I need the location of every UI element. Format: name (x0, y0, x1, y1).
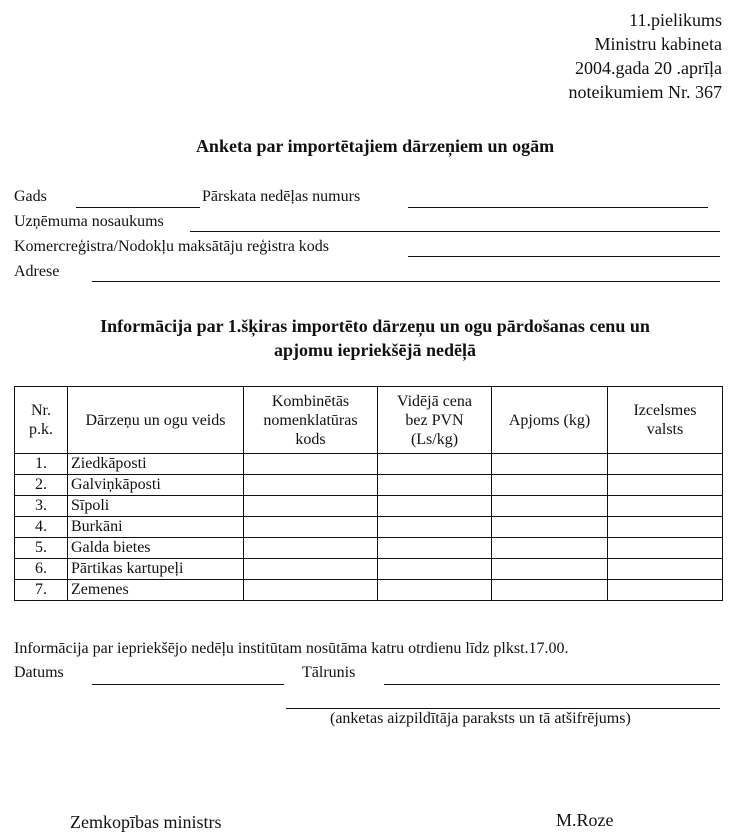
cell-origin[interactable] (608, 580, 723, 601)
date-label: Datums (14, 664, 64, 681)
row-number: 7. (15, 580, 68, 601)
signature-caption: (anketas aizpildītāja paraksts un tā atšifrējums) (330, 710, 631, 727)
week-label: Pārskata nedēļas numurs (202, 188, 361, 205)
cell-code[interactable] (244, 475, 378, 496)
cell-volume[interactable] (492, 559, 608, 580)
row-number: 2. (15, 475, 68, 496)
table-row (15, 580, 723, 601)
row-product: Pārtikas kartupeļi (68, 559, 244, 580)
row-number: 4. (15, 517, 68, 538)
cell-origin[interactable] (608, 559, 723, 580)
regulation-date: 2004.gada 20 .aprīļa (575, 58, 722, 78)
col-type: Dārzeņu un ogu veids (68, 387, 244, 454)
row-product: Zemenes (68, 580, 244, 601)
row-product: Ziedkāposti (68, 454, 244, 475)
cell-price[interactable] (378, 580, 492, 601)
section-title (0, 314, 750, 362)
regcode-field[interactable] (408, 256, 720, 257)
row-product: Sīpoli (68, 496, 244, 517)
cell-origin[interactable] (608, 517, 723, 538)
cell-code[interactable] (244, 559, 378, 580)
cell-origin[interactable] (608, 475, 723, 496)
cell-volume[interactable] (492, 517, 608, 538)
minister-name: M.Roze (556, 810, 614, 830)
regcode-label: Komercreģistra/Nodokļu maksātāju reģistra kods (14, 238, 330, 255)
section-title-line2: apjomu iepriekšējā nedēļā (274, 340, 476, 360)
company-field[interactable] (190, 231, 720, 232)
col-code: Kombinētās nomenklatūras kods (244, 387, 378, 454)
section-title-line1: Informācija par 1.šķiras importēto dārzeņu un ogu pārdošanas cenu un (100, 316, 650, 336)
table-row (15, 454, 723, 475)
cell-price[interactable] (378, 496, 492, 517)
cell-origin[interactable] (608, 496, 723, 517)
annex-number: 11.pielikums (629, 10, 722, 30)
table-row (15, 538, 723, 559)
phone-label: Tālrunis (302, 664, 356, 681)
cell-volume[interactable] (492, 580, 608, 601)
phone-field[interactable] (384, 684, 720, 685)
row-product: Galda bietes (68, 538, 244, 559)
cell-volume[interactable] (492, 538, 608, 559)
col-price: Vidējā cena bez PVN (Ls/kg) (378, 387, 492, 454)
col-origin: Izcelsmes valsts (608, 387, 723, 454)
table-row (15, 517, 723, 538)
address-field[interactable] (92, 281, 720, 282)
row-number: 6. (15, 559, 68, 580)
date-field[interactable] (92, 684, 284, 685)
table-row (15, 496, 723, 517)
cell-price[interactable] (378, 454, 492, 475)
cell-price[interactable] (378, 517, 492, 538)
year-field[interactable] (76, 207, 200, 208)
row-number: 1. (15, 454, 68, 475)
regulation-number: noteikumiem Nr. 367 (568, 82, 722, 102)
signature-field[interactable] (286, 708, 720, 709)
year-label: Gads (14, 188, 47, 205)
cell-origin[interactable] (608, 454, 723, 475)
week-field[interactable] (408, 207, 708, 208)
table-header-row (15, 387, 723, 454)
table-row (15, 475, 723, 496)
col-nr: Nr. p.k. (15, 387, 68, 454)
cell-code[interactable] (244, 517, 378, 538)
row-number: 3. (15, 496, 68, 517)
cell-volume[interactable] (492, 454, 608, 475)
submission-note: Informācija par iepriekšējo nedēļu institūtam nosūtāma katru otrdienu līdz plkst.17.00. (14, 640, 569, 657)
minister-title: Zemkopības ministrs (70, 812, 222, 832)
table-row (15, 559, 723, 580)
col-volume: Apjoms (kg) (492, 387, 608, 454)
row-product: Burkāni (68, 517, 244, 538)
cell-origin[interactable] (608, 538, 723, 559)
company-label: Uzņēmuma nosaukums (14, 213, 164, 230)
cell-volume[interactable] (492, 496, 608, 517)
cabinet-label: Ministru kabineta (594, 34, 722, 54)
cell-price[interactable] (378, 538, 492, 559)
row-product: Galviņkāposti (68, 475, 244, 496)
price-table (14, 386, 723, 601)
cell-price[interactable] (378, 475, 492, 496)
address-label: Adrese (14, 263, 60, 280)
row-number: 5. (15, 538, 68, 559)
annex-header (569, 8, 722, 104)
cell-code[interactable] (244, 496, 378, 517)
cell-volume[interactable] (492, 475, 608, 496)
cell-code[interactable] (244, 580, 378, 601)
cell-price[interactable] (378, 559, 492, 580)
cell-code[interactable] (244, 454, 378, 475)
cell-code[interactable] (244, 538, 378, 559)
page-title: Anketa par importētajiem dārzeņiem un ogām (195, 136, 555, 156)
